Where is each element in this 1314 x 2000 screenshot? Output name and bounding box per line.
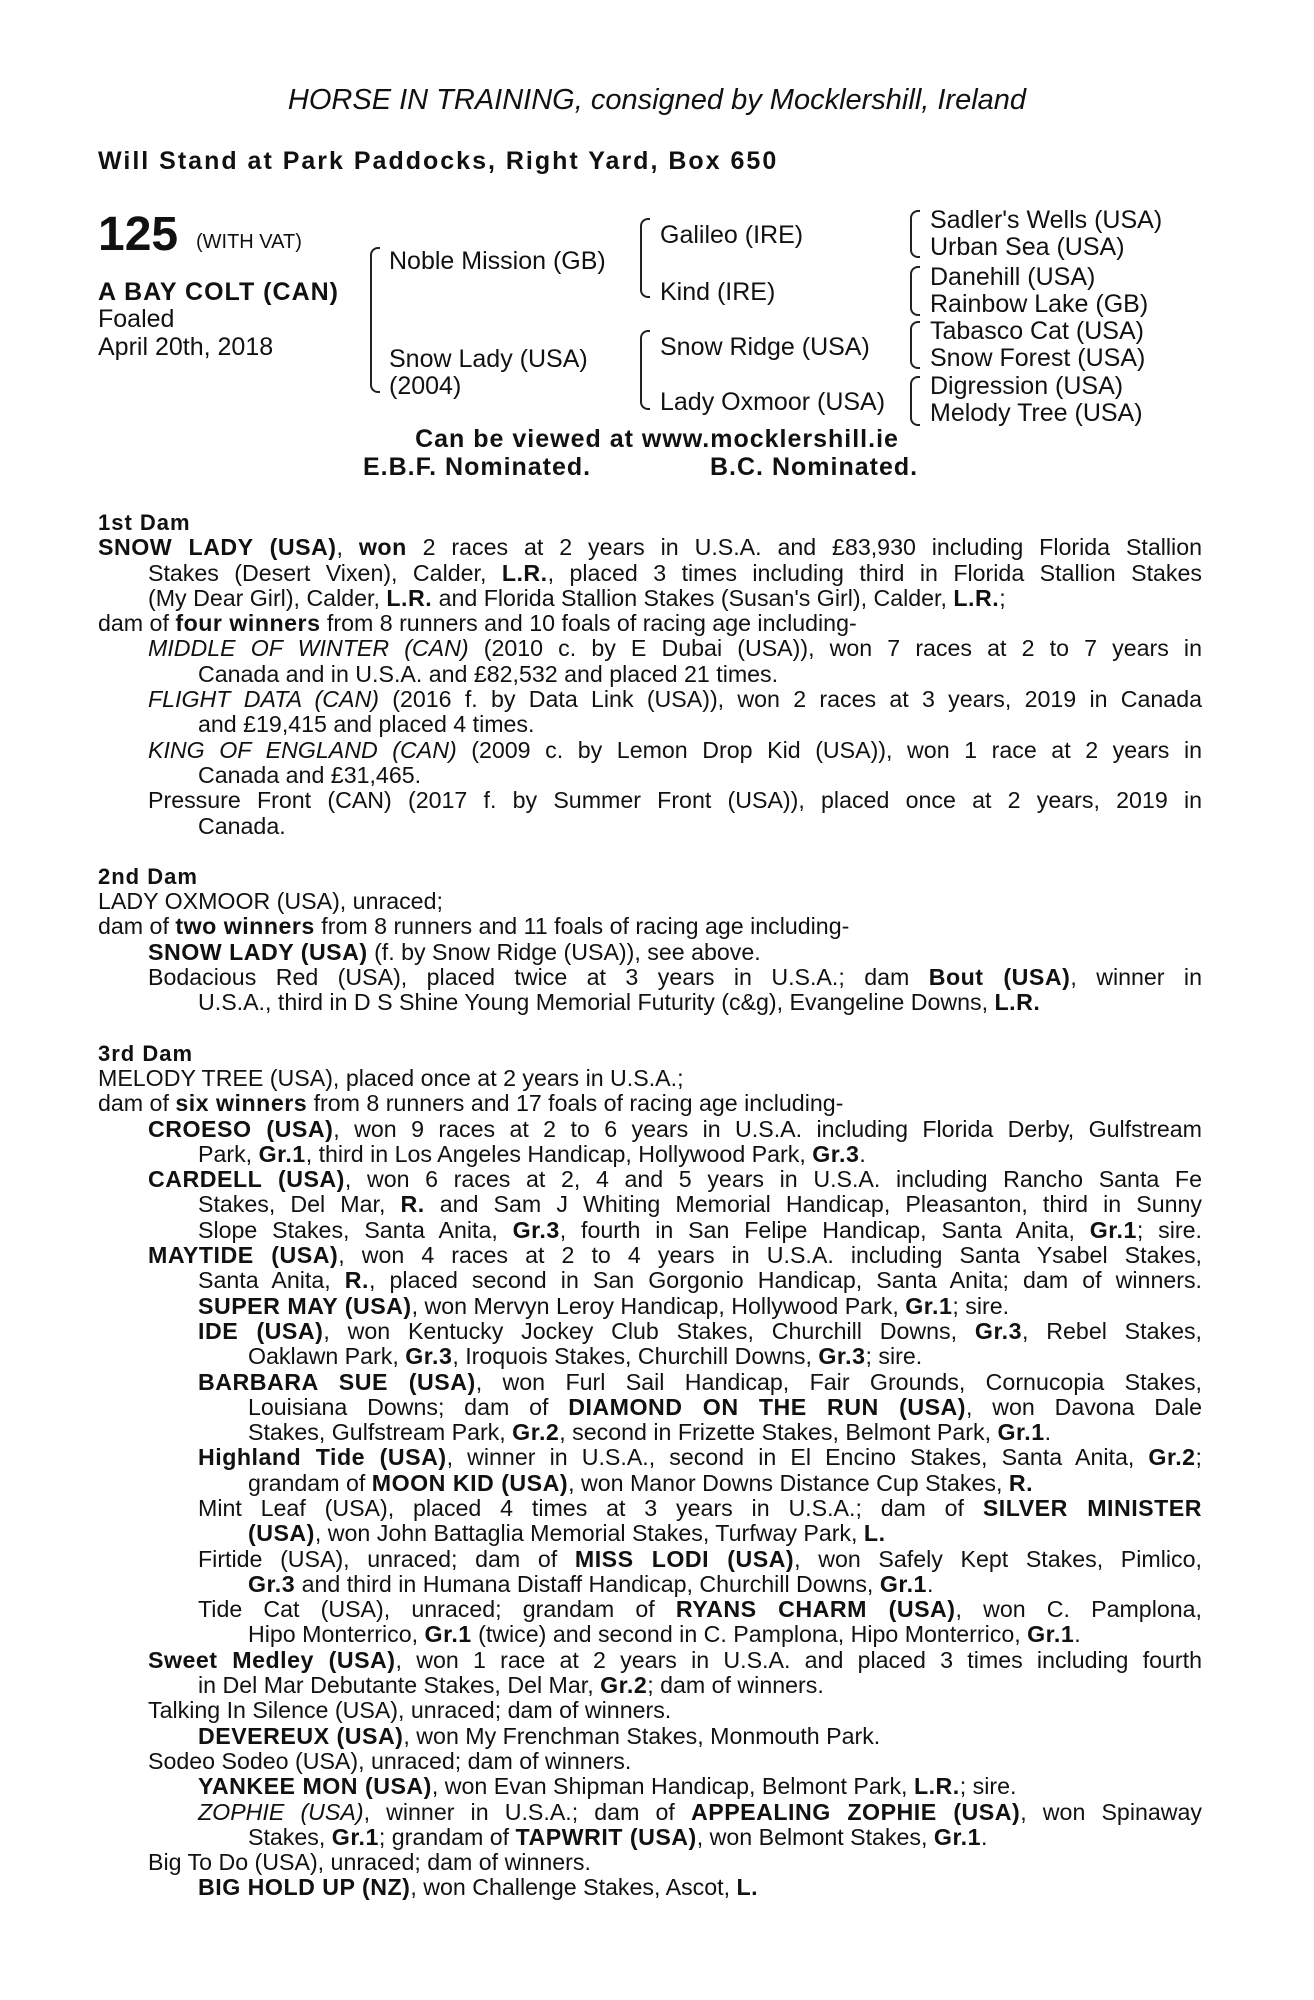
section-heading-1st-dam: 1st Dam	[98, 510, 191, 535]
body-line: Highland Tide (USA), winner in U.S.A., second in El Encino Stakes, Santa Anita, Gr.2;	[198, 1444, 1202, 1471]
body-line: MAYTIDE (USA), won 4 races at 2 to 4 years in U.S.A. including Santa Ysabel Stakes,	[148, 1242, 1203, 1269]
foaled-label: Foaled	[98, 305, 175, 333]
body-line: Hipo Monterrico, Gr.1 (twice) and second in C. Pamplona, Hipo Monterrico, Gr.1.	[248, 1621, 1081, 1648]
grandsire-7: Digression (USA)	[930, 372, 1124, 400]
grandsire-1: Sadler's Wells (USA)	[930, 206, 1163, 234]
body-line: Santa Anita, R., placed second in San Gorgonio Handicap, Santa Anita; dam of winners.	[198, 1267, 1203, 1294]
body-line: Mint Leaf (USA), placed 4 times at 3 years in U.S.A.; dam of SILVER MINISTER	[198, 1494, 1202, 1521]
catalogue-body	[98, 510, 1202, 1901]
viewing-note: Can be viewed at www.mocklershill.ie	[415, 425, 899, 453]
body-line: (USA), won John Battaglia Memorial Stakes, Turfway Park, L.	[248, 1520, 886, 1547]
body-line: FLIGHT DATA (CAN) (2016 f. by Data Link (USA)), won 2 races at 3 years, 2019 in Canada	[148, 686, 1202, 713]
pedigree-brace-g34	[910, 266, 920, 316]
body-line: IDE (USA), won Kentucky Jockey Club Stakes, Churchill Downs, Gr.3, Rebel Stakes,	[198, 1317, 1203, 1344]
foaled-date: April 20th, 2018	[98, 333, 274, 361]
dam-sire-name: Snow Ridge (USA)	[660, 333, 870, 361]
stand-location: Will Stand at Park Paddocks, Right Yard, Box 650	[98, 147, 779, 175]
body-line: Canada and in U.S.A. and £82,532 and placed 21 times.	[198, 660, 779, 687]
pedigree-brace-g78	[910, 376, 920, 426]
grandsire-8: Melody Tree (USA)	[930, 399, 1143, 427]
body-line: dam of two winners from 8 runners and 11 foals of racing age including-	[98, 913, 850, 940]
section-heading-2nd-dam: 2nd Dam	[98, 863, 198, 889]
body-line: grandam of MOON KID (USA), won Manor Downs Distance Cup Stakes, R.	[248, 1469, 1034, 1496]
body-line: DEVEREUX (USA), won My Frenchman Stakes, Monmouth Park.	[198, 1722, 881, 1749]
pedigree-brace-g12	[910, 210, 920, 258]
body-line: KING OF ENGLAND (CAN) (2009 c. by Lemon Drop Kid (USA)), won 1 race at 2 years in	[148, 736, 1202, 763]
body-line: Stakes, Del Mar, R. and Sam J Whiting Memorial Handicap, Pleasanton, third in Sunny	[198, 1191, 1203, 1218]
body-line: Slope Stakes, Santa Anita, Gr.3, fourth in San Felipe Handicap, Santa Anita, Gr.1; sire.	[198, 1216, 1202, 1243]
body-line: ZOPHIE (USA), winner in U.S.A.; dam of APPEALING ZOPHIE (USA), won Spinaway	[198, 1798, 1202, 1825]
body-line: Tide Cat (USA), unraced; grandam of RYANS CHARM (USA), won C. Pamplona,	[198, 1596, 1202, 1623]
lot-description: A BAY COLT (CAN)	[98, 278, 339, 306]
body-line: CROESO (USA), won 9 races at 2 to 6 years in U.S.A. including Florida Derby, Gulfstream	[148, 1115, 1202, 1142]
body-line: Talking In Silence (USA), unraced; dam of winners.	[148, 1697, 672, 1724]
body-line: Big To Do (USA), unraced; dam of winners.	[148, 1849, 591, 1876]
body-line: and £19,415 and placed 4 times.	[198, 711, 535, 738]
grandsire-6: Snow Forest (USA)	[930, 344, 1146, 372]
vat-note: (WITH VAT)	[196, 231, 302, 253]
grandsire-3: Danehill (USA)	[930, 263, 1096, 291]
pedigree-brace-dam	[640, 330, 650, 410]
dam-dam-name: Lady Oxmoor (USA)	[660, 388, 886, 416]
page-title: HORSE IN TRAINING, consigned by Mocklershill, Ireland	[287, 84, 1027, 116]
body-line: (My Dear Girl), Calder, L.R. and Florida Stallion Stakes (Susan's Girl), Calder, L.R.;	[148, 584, 1006, 611]
body-line: Gr.3 and third in Humana Distaff Handicap, Churchill Downs, Gr.1.	[248, 1570, 934, 1597]
dam-name: Snow Lady (USA)	[389, 345, 588, 373]
body-line: Stakes, Gr.1; grandam of TAPWRIT (USA), won Belmont Stakes, Gr.1.	[248, 1823, 988, 1850]
body-line: U.S.A., third in D S Shine Young Memorial Futurity (c&g), Evangeline Downs, L.R.	[198, 989, 1041, 1016]
body-line: Stakes, Gulfstream Park, Gr.2, second in Frizette Stakes, Belmont Park, Gr.1.	[248, 1419, 1052, 1446]
body-line: Canada.	[198, 812, 286, 839]
body-line: Sweet Medley (USA), won 1 race at 2 years in U.S.A. and placed 3 times including fourth	[148, 1646, 1202, 1673]
sire-name: Noble Mission (GB)	[389, 247, 606, 275]
grandsire-2: Urban Sea (USA)	[930, 233, 1125, 261]
body-line: BIG HOLD UP (NZ), won Challenge Stakes, Ascot, L.	[198, 1874, 759, 1901]
body-line: Sodeo Sodeo (USA), unraced; dam of winners.	[148, 1747, 632, 1774]
body-line: Oaklawn Park, Gr.3, Iroquois Stakes, Churchill Downs, Gr.3; sire.	[248, 1343, 923, 1370]
body-line: BARBARA SUE (USA), won Furl Sail Handicap, Fair Grounds, Cornucopia Stakes,	[198, 1368, 1202, 1395]
body-line: Louisiana Downs; dam of DIAMOND ON THE RUN (USA), won Davona Dale	[248, 1393, 1202, 1420]
pedigree-brace-sire	[640, 218, 650, 298]
pedigree-brace-main	[370, 247, 380, 393]
section-heading-3rd-dam: 3rd Dam	[98, 1040, 194, 1066]
body-line: Canada and £31,465.	[198, 761, 422, 788]
body-line: Pressure Front (CAN) (2017 f. by Summer Front (USA)), placed once at 2 years, 2019 in	[148, 787, 1202, 814]
body-line: Stakes (Desert Vixen), Calder, L.R., placed 3 times including third in Florida Stallion Stakes	[148, 559, 1203, 586]
body-line: LADY OXMOOR (USA), unraced;	[98, 888, 443, 915]
body-line: Park, Gr.1, third in Los Angeles Handicap, Hollywood Park, Gr.3.	[198, 1140, 866, 1167]
sire-sire-name: Galileo (IRE)	[660, 221, 804, 249]
dam-year: (2004)	[389, 372, 462, 400]
body-line: MELODY TREE (USA), placed once at 2 years in U.S.A.;	[98, 1064, 684, 1091]
body-line: YANKEE MON (USA), won Evan Shipman Handicap, Belmont Park, L.R.; sire.	[198, 1773, 1017, 1800]
lot-number: 125	[98, 208, 179, 261]
body-line: SNOW LADY (USA) (f. by Snow Ridge (USA)), see above.	[148, 938, 761, 965]
ebf-note: E.B.F. Nominated.	[363, 453, 592, 481]
body-line: dam of four winners from 8 runners and 10 foals of racing age including-	[98, 610, 857, 637]
grandsire-4: Rainbow Lake (GB)	[930, 290, 1149, 318]
body-line: Bodacious Red (USA), placed twice at 3 years in U.S.A.; dam Bout (USA), winner in	[148, 964, 1202, 991]
body-line: MIDDLE OF WINTER (CAN) (2010 c. by E Dubai (USA)), won 7 races at 2 to 7 years in	[148, 635, 1202, 662]
sire-dam-name: Kind (IRE)	[660, 278, 776, 306]
bc-note: B.C. Nominated.	[710, 453, 919, 481]
pedigree-brace-g56	[910, 321, 920, 369]
body-line: SUPER MAY (USA), won Mervyn Leroy Handicap, Hollywood Park, Gr.1; sire.	[198, 1292, 1010, 1319]
body-line: dam of six winners from 8 runners and 17 foals of racing age including-	[98, 1090, 844, 1117]
body-line: in Del Mar Debutante Stakes, Del Mar, Gr.2; dam of winners.	[198, 1672, 824, 1699]
body-line: SNOW LADY (USA), won 2 races at 2 years in U.S.A. and £83,930 including Florida Stallion	[98, 534, 1202, 561]
body-line: Firtide (USA), unraced; dam of MISS LODI (USA), won Safely Kept Stakes, Pimlico,	[198, 1545, 1202, 1572]
grandsire-5: Tabasco Cat (USA)	[930, 317, 1144, 345]
body-line: CARDELL (USA), won 6 races at 2, 4 and 5 years in U.S.A. including Rancho Santa Fe	[148, 1166, 1202, 1193]
